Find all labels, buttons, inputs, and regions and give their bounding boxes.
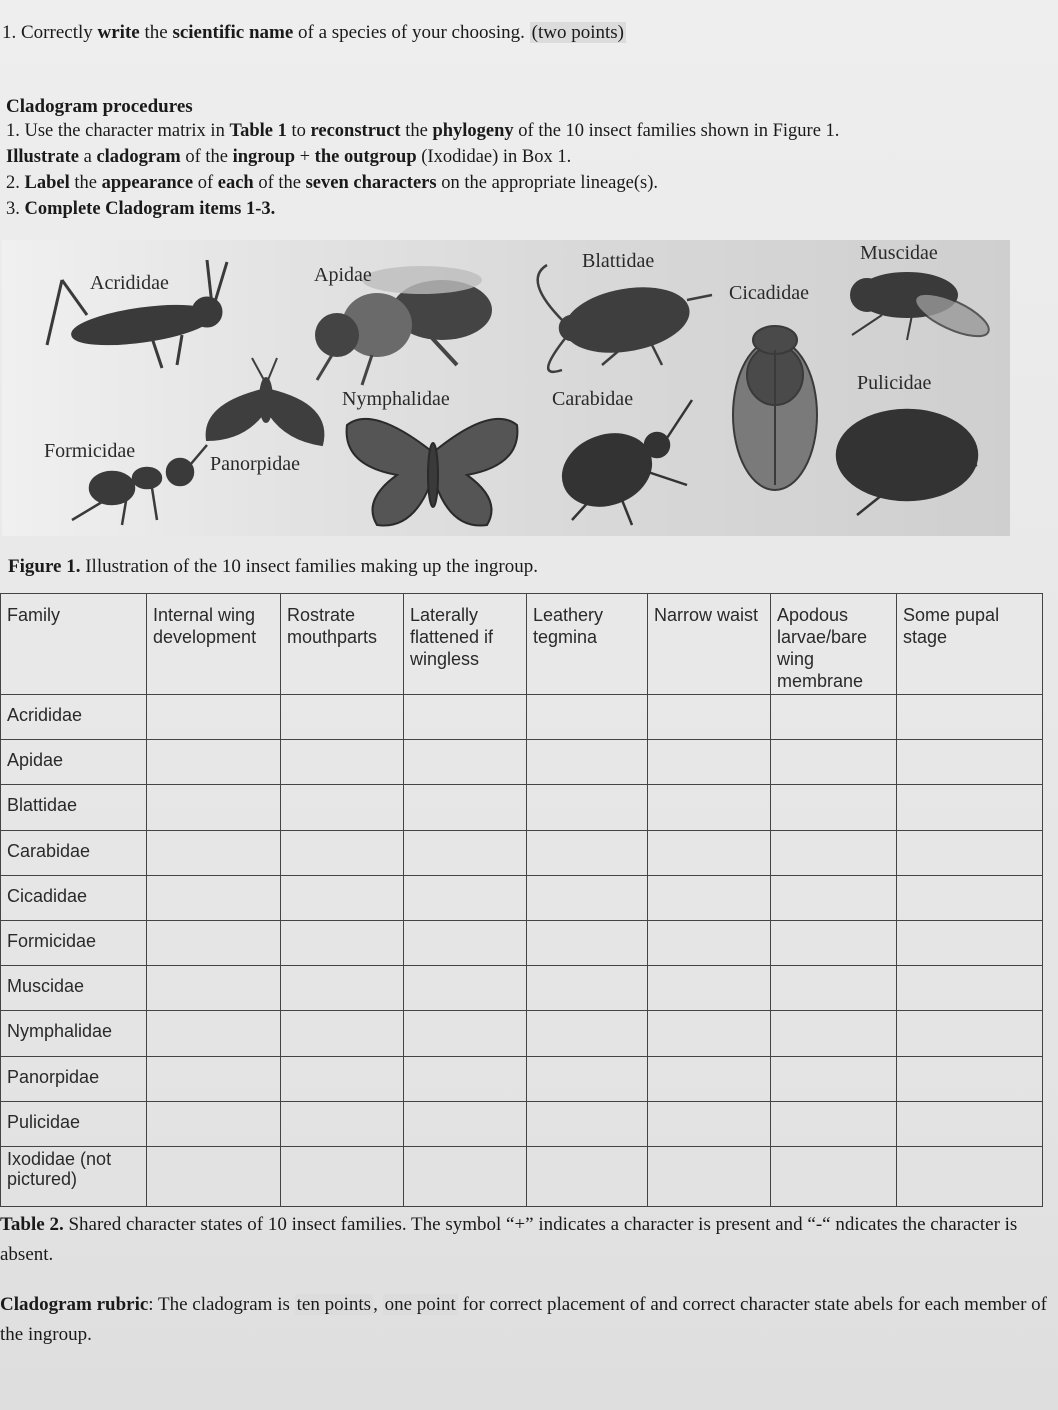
table-row: Blattidae xyxy=(1,785,1043,830)
label-apidae: Apidae xyxy=(314,264,372,286)
header-laterally-flattened: Laterally flattened if wingless xyxy=(404,594,527,695)
label-pulicidae: Pulicidae xyxy=(857,372,932,394)
label-cicadidae: Cicadidae xyxy=(729,282,809,304)
points-badge: (two points) xyxy=(531,22,625,43)
table-row: Carabidae xyxy=(1,830,1043,875)
label-nymphalidae: Nymphalidae xyxy=(342,388,450,410)
flea-icon xyxy=(837,410,977,515)
procedure-step-3: 3. Complete Cladogram items 1-3. xyxy=(6,199,276,219)
header-apodous-larvae: Apodous larvae/bare wing membrane xyxy=(771,594,897,695)
insect-figure xyxy=(2,240,1010,536)
header-rostrate: Rostrate mouthparts xyxy=(281,594,404,695)
table-row: Muscidae xyxy=(1,966,1043,1011)
table-row: Ixodidae (not pictured) xyxy=(1,1147,1043,1207)
beetle-icon xyxy=(553,400,692,525)
question-1: 1. Correctly write the scientific name of a species of your choosing. (two points) xyxy=(2,22,625,43)
table-caption: Table 2. Shared character states of 10 insect families. The symbol “+” indicates a character is present and “-“ ndicates the character is absent. xyxy=(0,1214,1018,1265)
table-row: Cicadidae xyxy=(1,875,1043,920)
header-narrow-waist: Narrow waist xyxy=(648,594,771,695)
moth-icon xyxy=(207,358,324,445)
housefly-icon xyxy=(851,273,994,345)
cockroach-icon xyxy=(538,265,712,372)
cicada-icon xyxy=(733,326,817,490)
butterfly-icon xyxy=(347,419,518,526)
table-row: Formicidae xyxy=(1,921,1043,966)
header-family: Family xyxy=(1,594,147,695)
label-blattidae: Blattidae xyxy=(582,250,655,272)
procedures-title: Cladogram procedures xyxy=(6,96,193,117)
table-row: Apidae xyxy=(1,740,1043,785)
label-panorpidae: Panorpidae xyxy=(210,453,300,475)
label-formicidae: Formicidae xyxy=(44,440,136,462)
procedure-step-2: 2. Label the appearance of each of the seven characters on the appropriate lineage(s). xyxy=(6,173,658,193)
header-internal-wing: Internal wing development xyxy=(147,594,281,695)
procedure-step-1-cont: Illustrate a cladogram of the ingroup + the outgroup (Ixodidae) in Box 1. xyxy=(6,147,572,167)
procedure-step-1: 1. Use the character matrix in Table 1 to reconstruct the phylogeny of the 10 insect families shown in Figure 1. xyxy=(6,121,840,141)
table-row: Panorpidae xyxy=(1,1056,1043,1101)
header-pupal-stage: Some pupal stage xyxy=(897,594,1043,695)
label-carabidae: Carabidae xyxy=(552,388,634,410)
character-matrix xyxy=(0,593,1042,1207)
label-muscidae: Muscidae xyxy=(860,242,938,264)
table-row: Pulicidae xyxy=(1,1101,1043,1146)
figure-caption: Figure 1. Illustration of the 10 insect families making up the ingroup. xyxy=(8,556,538,577)
cladogram-rubric: Cladogram rubric: The cladogram is ten points , one point for correct placement of and correct character state abels for each member of the ingroup. xyxy=(0,1294,1047,1345)
header-leathery-tegmina: Leathery tegmina xyxy=(527,594,648,695)
table-row: Acrididae xyxy=(1,695,1043,740)
label-acrididae: Acrididae xyxy=(90,272,169,294)
table-row: Nymphalidae xyxy=(1,1011,1043,1056)
